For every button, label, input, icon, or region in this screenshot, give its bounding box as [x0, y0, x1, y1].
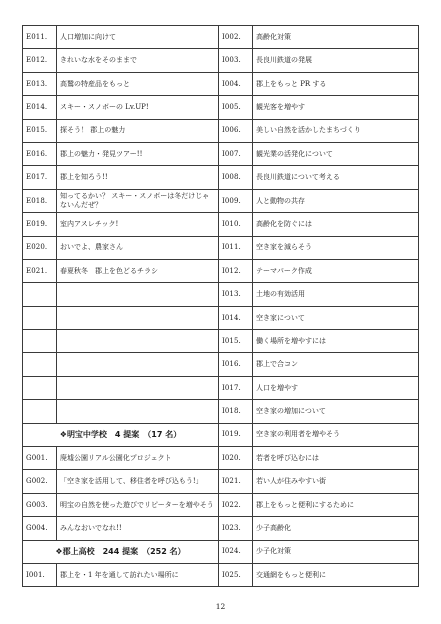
proposal-title: 郡上の魅力・発見ツアー!! [57, 142, 219, 165]
table-row [23, 119, 419, 142]
proposal-title: 明宝の自然を使った遊びでリピーターを増やそう [57, 493, 219, 516]
proposal-code: I008. [219, 166, 253, 189]
proposal-title: 美しい自然を活かしたまちづくり [253, 119, 419, 142]
table-row [23, 563, 419, 586]
proposal-title: おいでよ、農家さん [57, 236, 219, 259]
proposal-title: 交通網をもっと便利に [253, 563, 419, 586]
proposal-code: E011. [23, 26, 57, 49]
proposal-code [23, 353, 57, 376]
table-row [23, 213, 419, 236]
proposal-title: 郡上をもっと PR する [253, 72, 419, 95]
proposal-code: G002. [23, 470, 57, 493]
proposal-code: E021. [23, 259, 57, 282]
proposal-code: I011. [219, 236, 253, 259]
proposal-title: 空き家を減らそう [253, 236, 419, 259]
proposal-title: 高齢化を防ぐには [253, 213, 419, 236]
proposal-code: I010. [219, 213, 253, 236]
proposal-code: I002. [219, 26, 253, 49]
table-row [23, 470, 419, 493]
proposal-title: テーマパーク作成 [253, 259, 419, 282]
proposal-title [57, 306, 219, 329]
table-row [23, 259, 419, 282]
proposal-code: E016. [23, 142, 57, 165]
proposal-title: 人口増加に向けて [57, 26, 219, 49]
proposal-title: 働く場所を増やすには [253, 330, 419, 353]
proposal-code: I014. [219, 306, 253, 329]
proposal-code: E020. [23, 236, 57, 259]
proposal-title: スキー・スノボーの Lv.UP! [57, 96, 219, 119]
proposal-code: I012. [219, 259, 253, 282]
proposal-code: E013. [23, 72, 57, 95]
proposal-title [57, 376, 219, 399]
proposal-title: 高鷲の特産品をもっと [57, 72, 219, 95]
proposal-title: 長良川鉄道について考える [253, 166, 419, 189]
table-row [23, 400, 419, 423]
proposal-title: みんなおいでなれ!! [57, 517, 219, 540]
proposal-code: I024. [219, 540, 253, 563]
proposal-title: 少子化対策 [253, 540, 419, 563]
proposal-title: 探そう！ 郡上の魅力 [57, 119, 219, 142]
proposal-code: I016. [219, 353, 253, 376]
proposal-code: I021. [219, 470, 253, 493]
proposal-code: I025. [219, 563, 253, 586]
proposal-title: 長良川鉄道の発展 [253, 49, 419, 72]
proposal-title: 若者を呼び込むには [253, 447, 419, 470]
proposal-title: きれいな水をそのままで [57, 49, 219, 72]
proposal-code: E014. [23, 96, 57, 119]
table-row [23, 517, 419, 540]
table-row [23, 376, 419, 399]
proposal-code: I015. [219, 330, 253, 353]
proposal-code: G004. [23, 517, 57, 540]
proposal-title: 郡上で合コン [253, 353, 419, 376]
school-heading: ❖明宝中学校 4 提案 （17 名） [23, 423, 219, 446]
proposal-title: 高齢化対策 [253, 26, 419, 49]
table-row [23, 72, 419, 95]
proposal-code: I017. [219, 376, 253, 399]
proposal-code: E019. [23, 213, 57, 236]
proposal-code: I007. [219, 142, 253, 165]
proposal-code: I020. [219, 447, 253, 470]
proposal-code: I004. [219, 72, 253, 95]
school-heading: ❖郡上高校 244 提案 （252 名） [23, 540, 219, 563]
table-row [23, 306, 419, 329]
proposal-title: 観光客を増やす [253, 96, 419, 119]
table-row [23, 330, 419, 353]
proposal-code: I009. [219, 189, 253, 212]
proposal-title: 観光業の活発化について [253, 142, 419, 165]
table-row [23, 353, 419, 376]
proposal-code: I022. [219, 493, 253, 516]
proposal-code: I003. [219, 49, 253, 72]
table-row [23, 49, 419, 72]
proposal-code: E018. [23, 189, 57, 212]
proposal-title [57, 353, 219, 376]
proposal-title: 室内アスレチック! [57, 213, 219, 236]
proposal-title: 知ってるかい？ スキー・スノボーは冬だけじゃないんだぜ？ [57, 189, 219, 212]
proposal-title: 郡上をもっと便利にするために [253, 493, 419, 516]
proposal-title: 若い人が住みやすい街 [253, 470, 419, 493]
table-row [23, 142, 419, 165]
proposal-title: 郡上を・1 年を通して訪れたい場所に [57, 563, 219, 586]
table-row [23, 493, 419, 516]
proposal-code [23, 400, 57, 423]
proposal-code: I005. [219, 96, 253, 119]
proposal-code [23, 283, 57, 306]
proposal-code [23, 306, 57, 329]
proposal-title: 空き家の増加について [253, 400, 419, 423]
table-row [23, 447, 419, 470]
proposal-code: I006. [219, 119, 253, 142]
proposal-title: 「空き家を活用して、移住者を呼び込もう!」 [57, 470, 219, 493]
table-row [23, 166, 419, 189]
table-row [23, 26, 419, 49]
proposal-table-body [23, 26, 419, 587]
table-row [23, 423, 419, 446]
proposal-title: 土地の有効活用 [253, 283, 419, 306]
page-number: 12 [215, 602, 226, 611]
proposal-code: I023. [219, 517, 253, 540]
proposal-title: 人口を増やす [253, 376, 419, 399]
proposal-code [23, 330, 57, 353]
proposal-code: I001. [23, 563, 57, 586]
proposal-code: E012. [23, 49, 57, 72]
table-row [23, 189, 419, 212]
proposal-title: 郡上を知ろう!! [57, 166, 219, 189]
proposal-code: I019. [219, 423, 253, 446]
proposal-title: 春夏秋冬 郡上を色どるチラシ [57, 259, 219, 282]
proposal-title [57, 400, 219, 423]
proposal-title: 廃墟公園リアル公園化プロジェクト [57, 447, 219, 470]
proposal-code: I018. [219, 400, 253, 423]
table-row [23, 96, 419, 119]
proposal-title [57, 283, 219, 306]
proposal-table [22, 25, 419, 587]
proposal-code: E015. [23, 119, 57, 142]
table-row [23, 540, 419, 563]
proposal-code: E017. [23, 166, 57, 189]
proposal-title: 人と動物の共存 [253, 189, 419, 212]
table-row [23, 236, 419, 259]
proposal-title: 少子高齢化 [253, 517, 419, 540]
table-row [23, 283, 419, 306]
proposal-title: 空き家について [253, 306, 419, 329]
proposal-code: G001. [23, 447, 57, 470]
proposal-title: 空き家の利用者を増やそう [253, 423, 419, 446]
proposal-title [57, 330, 219, 353]
proposal-code [23, 376, 57, 399]
proposal-code: I013. [219, 283, 253, 306]
proposal-code: G003. [23, 493, 57, 516]
